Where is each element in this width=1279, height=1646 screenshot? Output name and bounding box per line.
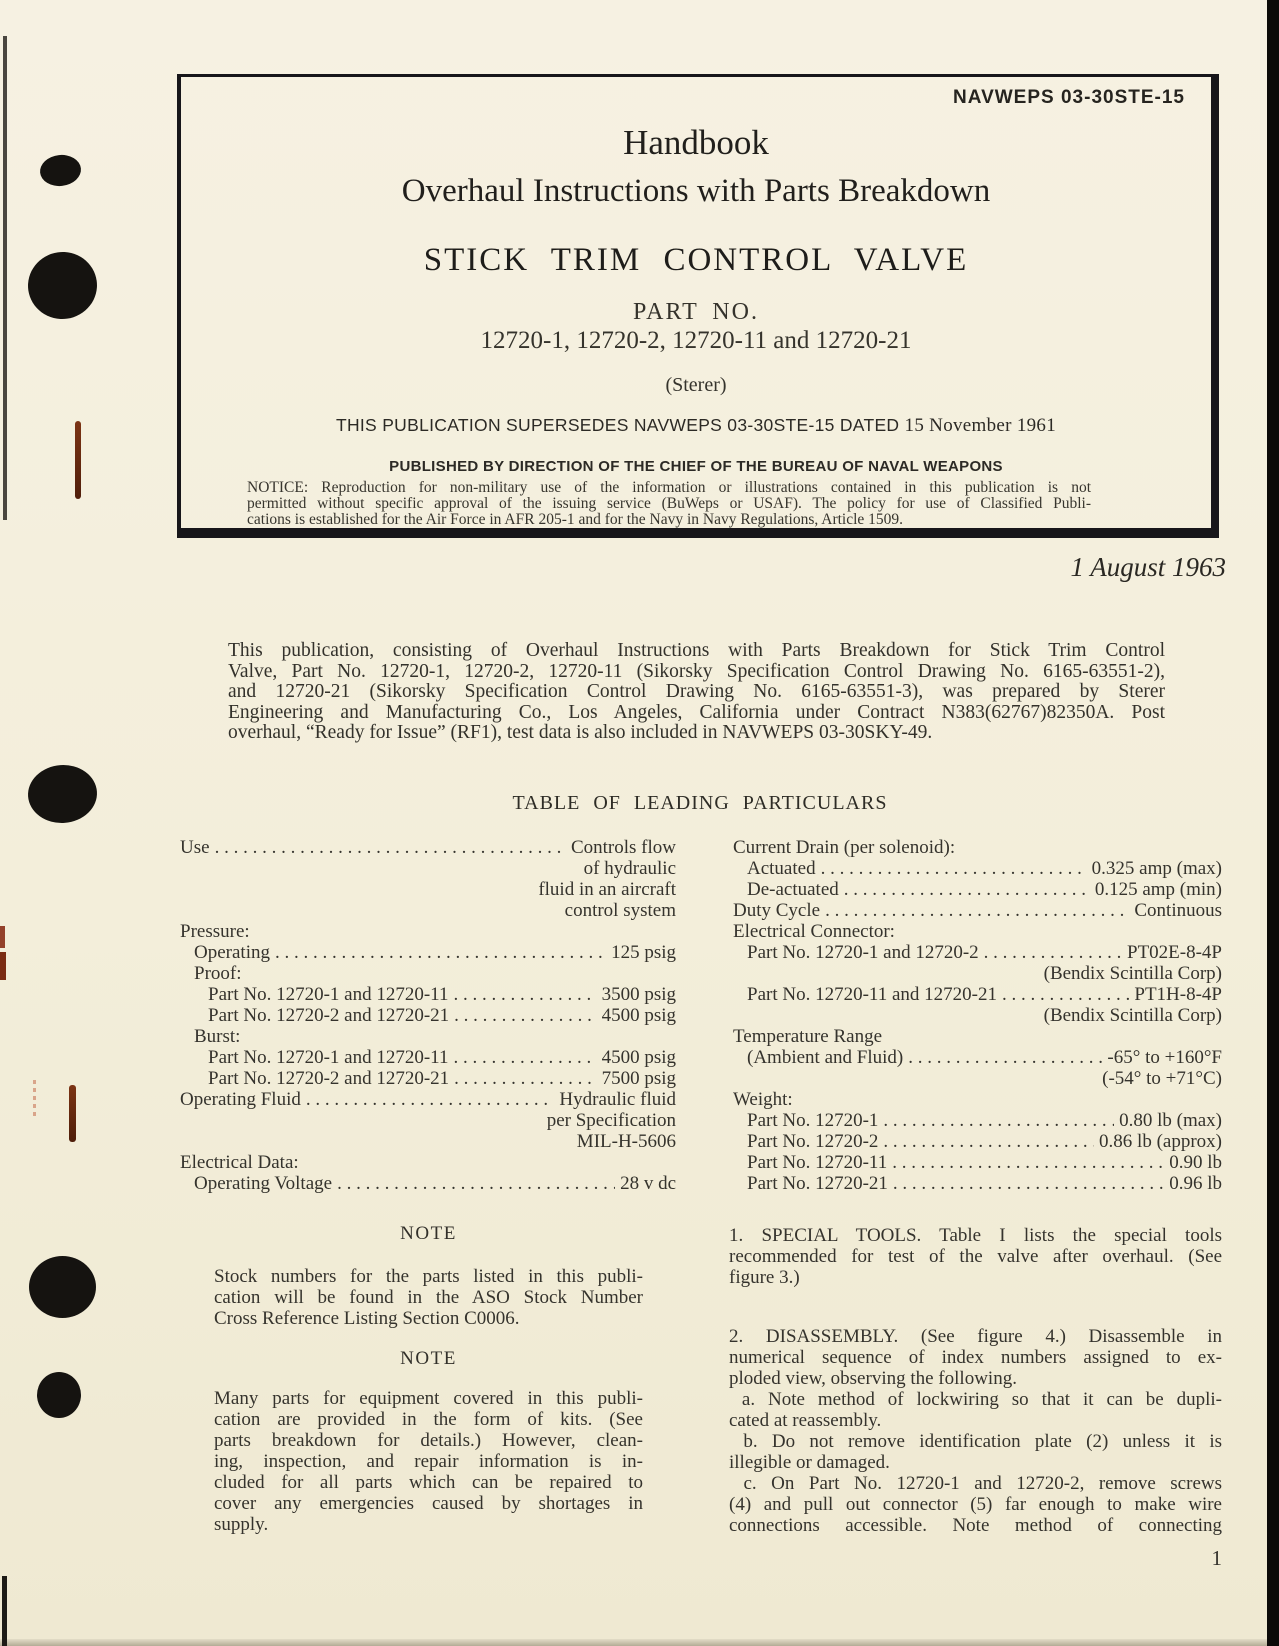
text-line: 2. DISASSEMBLY. (See figure 4.) Disassemble in	[729, 1326, 1222, 1347]
particular-value: Controls flow	[570, 837, 676, 858]
supersedes-text: THIS PUBLICATION SUPERSEDES NAVWEPS 03-30STE-15 DATED	[335, 415, 905, 435]
particular-label: Part No. 12720-11 and 12720-21	[747, 984, 997, 1005]
particular-row	[733, 1047, 1222, 1068]
particular-label: Electrical Data:	[180, 1152, 299, 1173]
text-line: and 12720-21 (Sikorsky Specification Control Drawing No. 6165-63551-3), was prepared by Sterer	[228, 681, 1165, 703]
section-special-tools	[729, 1225, 1222, 1288]
particular-row	[733, 837, 1222, 858]
scan-left-edge	[3, 36, 7, 520]
dot-leader	[821, 858, 1087, 879]
particular-row	[180, 837, 676, 858]
text-line: Many parts for equipment covered in this publi-	[214, 1388, 643, 1409]
particulars-right-column	[733, 837, 1222, 1194]
particular-label: Electrical Connector:	[733, 921, 895, 942]
particular-row	[180, 1068, 676, 1089]
dot-leader	[215, 837, 566, 858]
particular-row	[733, 1173, 1222, 1194]
part-numbers: 12720-1, 12720-2, 12720-11 and 12720-21	[480, 327, 912, 354]
scan-left-edge	[2, 1576, 7, 1646]
particular-row	[180, 1173, 676, 1194]
dot-leader	[892, 1152, 1164, 1173]
particular-row	[733, 942, 1222, 963]
particular-row	[180, 1152, 676, 1173]
dot-leader	[984, 942, 1122, 963]
particular-label: Part No. 12720-1 and 12720-2	[747, 942, 979, 963]
text-line: ing, inspection, and repair information is in-	[214, 1451, 643, 1472]
dot-leader	[844, 879, 1090, 900]
particulars-left-column	[180, 837, 676, 1194]
note-heading: NOTE	[400, 1223, 457, 1244]
punch-hole	[24, 248, 102, 324]
particular-value: 3500 psig	[601, 984, 676, 1005]
particular-row	[180, 1089, 676, 1110]
particular-label: Burst:	[194, 1026, 241, 1047]
particular-label: Part No. 12720-11	[747, 1152, 888, 1173]
particular-value: 28 v dc	[620, 1173, 676, 1194]
scan-edge-strip	[1267, 0, 1279, 1646]
particular-value: 125 psig	[611, 942, 676, 963]
particular-row	[180, 921, 676, 942]
particular-continuation: control system	[564, 900, 676, 921]
manufacturer: (Sterer)	[665, 374, 727, 396]
particular-label: Part No. 12720-2 and 12720-21	[208, 1068, 450, 1089]
particular-continuation: (-54° to +71°C)	[1102, 1068, 1222, 1089]
text-line: NOTICE: Reproduction for non-military use of the information or illustrations contained in this publication is not	[247, 479, 1091, 496]
text-line: figure 3.)	[729, 1267, 800, 1288]
text-line: numerical sequence of index numbers assigned to ex-	[729, 1347, 1222, 1368]
particular-row	[733, 1026, 1222, 1047]
particular-row	[180, 1005, 676, 1026]
particular-row	[733, 1131, 1222, 1152]
publication-number: NAVWEPS 03-30STE-15	[953, 87, 1185, 108]
particular-value: 4500 psig	[601, 1005, 676, 1026]
particular-row	[180, 942, 676, 963]
dot-leader	[453, 984, 596, 1005]
dot-leader	[893, 1173, 1164, 1194]
text-line: This publication, consisting of Overhaul Instructions with Parts Breakdown for Stick Trim Control	[228, 640, 1165, 661]
particular-continuation: fluid in an aircraft	[538, 879, 676, 900]
ink-smudge	[0, 952, 6, 980]
particular-label: Duty Cycle	[733, 900, 821, 921]
particular-value: Hydraulic fluid	[559, 1089, 676, 1110]
text-line: supply.	[214, 1514, 269, 1535]
particular-label: Pressure:	[180, 921, 250, 942]
dot-leader	[454, 1068, 596, 1089]
punch-hole	[37, 1372, 81, 1418]
particular-row	[733, 984, 1222, 1005]
text-line: Stock numbers for the parts listed in this publi-	[214, 1266, 643, 1287]
text-line: permitted without specific approval of the issuing service (BuWeps or USAF). The policy for use of Classified Publi-	[247, 495, 1091, 512]
text-line: illegible or damaged.	[729, 1452, 890, 1473]
text-line: a. Note method of lockwiring so that it can be dupli-	[729, 1389, 1222, 1410]
particular-value: 0.80 lb (max)	[1119, 1110, 1222, 1131]
supersedes-date: 15 November 1961	[904, 415, 1057, 436]
particular-label: Part No. 12720-21	[747, 1173, 888, 1194]
particular-value: 0.96 lb	[1169, 1173, 1222, 1194]
dot-leader	[825, 900, 1129, 921]
dot-leader	[337, 1173, 615, 1194]
particular-row	[733, 879, 1222, 900]
doc-title: STICK TRIM CONTROL VALVE	[423, 242, 969, 278]
particular-label: Operating	[194, 942, 270, 963]
text-line: Cross Reference Listing Section C0006.	[214, 1308, 520, 1329]
dot-leader	[883, 1131, 1094, 1152]
particular-label: De-actuated	[747, 879, 839, 900]
particular-label: Part No. 12720-1 and 12720-11	[208, 1047, 449, 1068]
text-line: recommended for test of the valve after overhaul. (See	[729, 1246, 1222, 1267]
particular-label: Part No. 12720-1	[747, 1110, 879, 1131]
particular-value: -65° to +160°F	[1107, 1047, 1222, 1068]
particular-label: Weight:	[733, 1089, 793, 1110]
text-line: 1. SPECIAL TOOLS. Table I lists the special tools	[729, 1225, 1222, 1246]
particular-value: 0.125 amp (min)	[1094, 879, 1222, 900]
particular-value: 4500 psig	[601, 1047, 676, 1068]
particular-continuation: (Bendix Scintilla Corp)	[1043, 963, 1222, 984]
particular-continuation: MIL-H-5606	[576, 1131, 676, 1152]
particular-label: Temperature Range	[733, 1026, 883, 1047]
particular-value: 7500 psig	[601, 1068, 676, 1089]
supersedes-line	[181, 415, 1211, 437]
dot-leader	[908, 1047, 1102, 1068]
text-line: cation are provided in the form of kits. (See	[214, 1409, 643, 1430]
particular-row	[733, 1110, 1222, 1131]
doc-subtitle: Overhaul Instructions with Parts Breakdown	[401, 173, 991, 209]
particular-label: Proof:	[194, 963, 242, 984]
particular-row	[180, 1047, 676, 1068]
particular-label: (Ambient and Fluid)	[747, 1047, 904, 1068]
particular-value: PT1H-8-4P	[1134, 984, 1222, 1005]
text-line: cluded for all parts which can be repaired to	[214, 1472, 643, 1493]
doc-type: Handbook	[623, 123, 769, 162]
dot-leader	[454, 1005, 596, 1026]
punch-hole	[38, 153, 82, 188]
particular-row	[180, 984, 676, 1005]
particular-continuation: per Specification	[546, 1110, 676, 1131]
dot-leader	[1002, 984, 1129, 1005]
particular-label: Actuated	[747, 858, 816, 879]
text-line: Engineering and Manufacturing Co., Los Angeles, California under Contract N383(62767)82350A. Post	[228, 701, 1165, 723]
title-block	[177, 74, 1219, 538]
notice-paragraph	[247, 480, 1091, 528]
particular-row	[733, 921, 1222, 942]
dot-leader	[883, 1110, 1114, 1131]
text-line: Valve, Part No. 12720-1, 12720-2, 12720-11 (Sikorsky Specification Control Drawing No. 6165-63551-2),	[228, 660, 1165, 682]
particular-row	[733, 963, 1222, 984]
particular-value: Continuous	[1134, 900, 1222, 921]
text-line: cation will be found in the ASO Stock Number	[214, 1287, 643, 1308]
ink-smudge	[69, 1085, 76, 1142]
particular-row	[733, 1068, 1222, 1089]
note-paragraph	[214, 1388, 643, 1535]
particular-label: Operating Fluid	[180, 1089, 301, 1110]
particular-row	[180, 963, 676, 984]
particular-row	[180, 1131, 676, 1152]
text-line: b. Do not remove identification plate (2) unless it is	[729, 1431, 1222, 1452]
text-line: c. On Part No. 12720-1 and 12720-2, remove screws	[729, 1473, 1222, 1494]
particular-row	[733, 858, 1222, 879]
particular-label: Part No. 12720-2	[747, 1131, 879, 1152]
particular-value: PT02E-8-4P	[1127, 942, 1222, 963]
intro-paragraph	[228, 641, 1165, 744]
particular-label: Part No. 12720-1 and 12720-11	[208, 984, 449, 1005]
particular-label: Part No. 12720-2 and 12720-21	[208, 1005, 450, 1026]
ink-smudge	[75, 421, 81, 499]
page-number: 1	[1211, 1546, 1222, 1570]
section-disassembly	[729, 1326, 1222, 1536]
punch-hole	[29, 1256, 96, 1318]
particular-continuation: (Bendix Scintilla Corp)	[1043, 1005, 1222, 1026]
ink-smudge	[33, 1080, 36, 1120]
scan-bottom-edge	[0, 1639, 1267, 1646]
text-line: (4) and pull out connector (5) far enough to make wire	[729, 1494, 1222, 1515]
particular-row	[733, 900, 1222, 921]
ink-smudge	[0, 926, 5, 948]
part-no-label: PART NO.	[633, 299, 759, 325]
particular-continuation: of hydraulic	[583, 858, 676, 879]
particular-row	[733, 1089, 1222, 1110]
text-line: cations is established for the Air Force in AFR 205-1 and for the Navy in Navy Regulations, Article 1509.	[247, 511, 904, 528]
particular-row	[180, 858, 676, 879]
dot-leader	[453, 1047, 596, 1068]
text-line: cover any emergencies caused by shortages in	[214, 1493, 643, 1514]
particular-row	[180, 1110, 676, 1131]
punch-hole	[26, 763, 99, 826]
particular-value: 0.325 amp (max)	[1091, 858, 1222, 879]
issue-date: 1 August 1963	[1070, 552, 1226, 582]
text-line: connections accessible. Note method of connecting	[729, 1515, 1222, 1536]
dot-leader	[275, 942, 606, 963]
leading-particulars-heading: TABLE OF LEADING PARTICULARS	[512, 792, 888, 814]
particular-value: 0.90 lb	[1169, 1152, 1222, 1173]
text-line: parts breakdown for details.) However, clean-	[214, 1430, 643, 1451]
text-line: overhaul, “Ready for Issue” (RF1), test data is also included in NAVWEPS 03-30SKY-49.	[228, 722, 933, 744]
particular-row	[180, 900, 676, 921]
dot-leader	[306, 1089, 555, 1110]
text-line: cated at reassembly.	[729, 1410, 882, 1431]
authority-line: PUBLISHED BY DIRECTION OF THE CHIEF OF THE BUREAU OF NAVAL WEAPONS	[389, 458, 1003, 475]
particular-label: Current Drain (per solenoid):	[733, 837, 956, 858]
particular-label: Use	[180, 837, 210, 858]
particular-row	[180, 1026, 676, 1047]
particular-row	[733, 1005, 1222, 1026]
particular-value: 0.86 lb (approx)	[1099, 1131, 1222, 1152]
particular-row	[180, 879, 676, 900]
text-line: ploded view, observing the following.	[729, 1368, 1017, 1389]
note-heading: NOTE	[400, 1348, 457, 1369]
particular-row	[733, 1152, 1222, 1173]
note-paragraph	[214, 1266, 643, 1329]
particular-label: Operating Voltage	[194, 1173, 333, 1194]
